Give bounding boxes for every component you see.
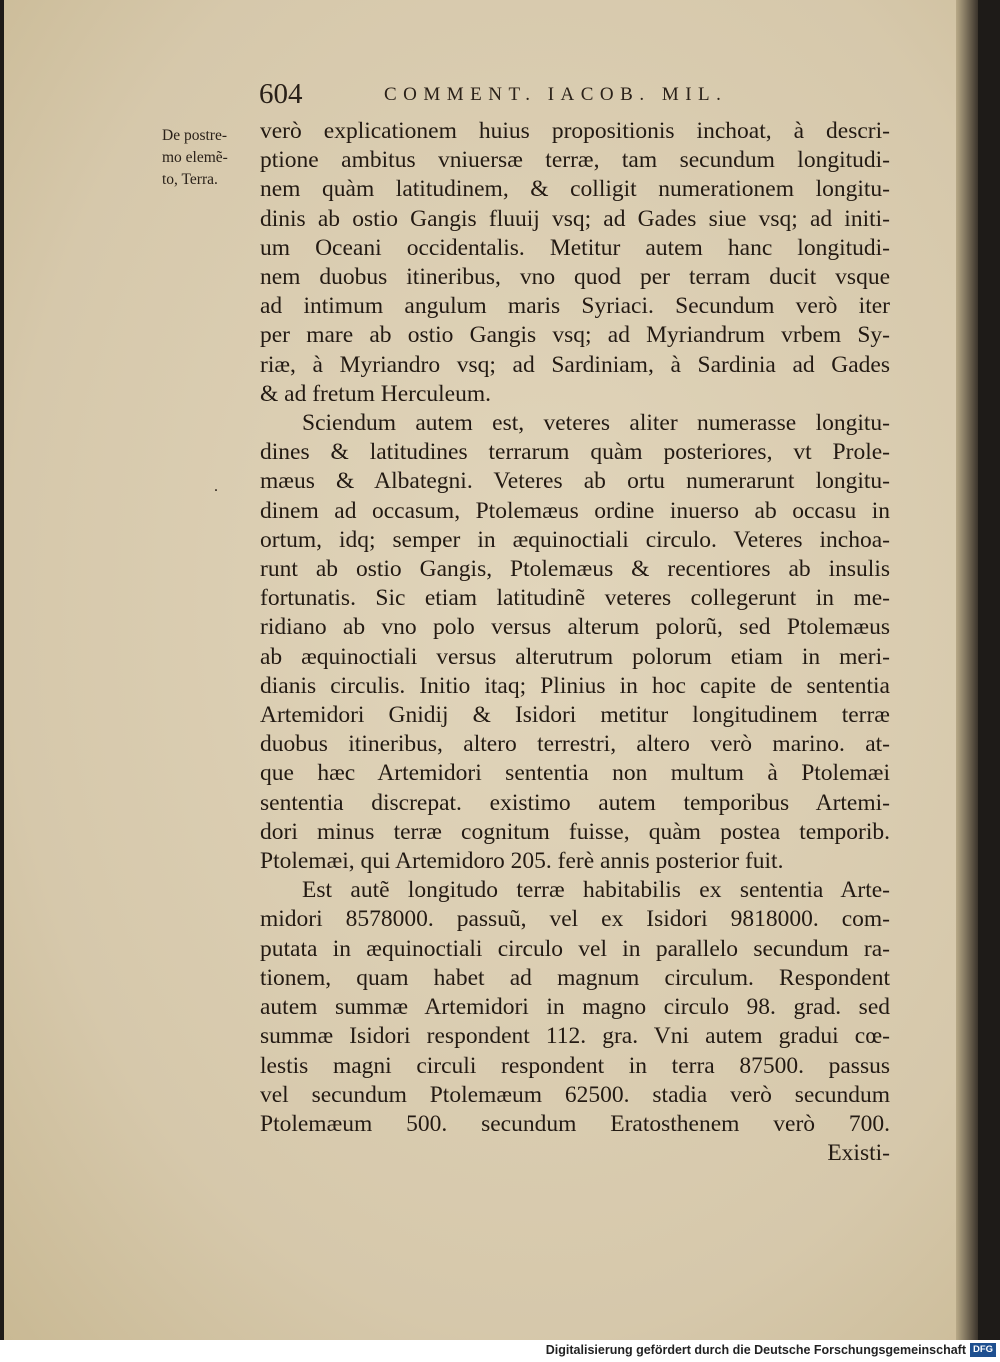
funding-credit: Digitalisierung gefördert durch die Deutsche Forschungsgemeinschaft	[545, 1343, 966, 1357]
text-line: ad intimum angulum maris Syriaci. Secundum verò iter	[260, 293, 890, 320]
text-line: autem summæ Artemidori in magno circulo 98. grad. sed	[260, 994, 890, 1021]
text-line: putata in æquinoctiali circulo vel in parallelo secundum ra-	[260, 935, 890, 962]
text-line: tionem, quam habet ad magnum circulum. Respondent	[260, 964, 890, 991]
digitization-footer	[0, 1340, 1000, 1362]
text-line: nem duobus itineribus, vno quod per terram ducit vsque	[260, 264, 890, 291]
margin-note-line: mo elemẽ-	[162, 149, 228, 166]
catchword: Existi-	[827, 1140, 890, 1167]
text-line: sententia discrepat. existimo autem temporibus Artemi-	[260, 789, 890, 816]
page-gutter	[956, 0, 978, 1340]
text-line: summæ Isidori respondent 112. gra. Vni autem gradui cœ-	[260, 1023, 890, 1050]
text-line: midori 8578000. passuũ, vel ex Isidori 9818000. com-	[260, 906, 890, 933]
text-line: que hæc Artemidori sententia non multum à Ptolemæi	[260, 760, 890, 787]
text-line: runt ab ostio Gangis, Ptolemæus & recentiores ab insulis	[260, 556, 890, 583]
margin-note-line: to, Terra.	[162, 171, 218, 188]
text-line: duobus itineribus, altero terrestri, altero verò marino. at-	[260, 731, 890, 758]
text-line: dines & latitudines terrarum quàm posteriores, vt Prole-	[260, 439, 890, 466]
text-line: ridiano ab vno polo versus alterum polorũ, sed Ptolemæus	[260, 614, 890, 641]
text-line: ab æquinoctiali versus alterutrum polorum etiam in meri-	[260, 643, 890, 670]
page-header	[259, 78, 899, 118]
text-line: per mare ab ostio Gangis vsq; ad Myriandrum vrbem Sy-	[260, 322, 890, 349]
text-line: riæ, à Myriandro vsq; ad Sardiniam, à Sardinia ad Gades	[260, 351, 890, 378]
text-line: Est autẽ longitudo terræ habitabilis ex sententia Arte-	[302, 877, 890, 904]
page-number: 604	[259, 78, 303, 110]
text-line: dori minus terræ cognitum fuisse, quàm postea temporib.	[260, 818, 890, 845]
text-line: Ptolemæum 500. secundum Eratosthenem verò 700.	[260, 1110, 890, 1137]
text-line: vel secundum Ptolemæum 62500. stadia verò secundum	[260, 1081, 890, 1108]
text-line: ptione ambitus vniuersæ terræ, tam secundum longitudi-	[260, 147, 890, 174]
margin-mark: .	[214, 478, 218, 495]
text-line: fortunatis. Sic etiam latitudinẽ veteres collegerunt in me-	[260, 585, 890, 612]
running-head: COMMENT. IACOB. MIL.	[384, 84, 728, 105]
book-page	[4, 0, 978, 1340]
text-line: mæus & Albategni. Veteres ab ortu numerarunt longitu-	[260, 468, 890, 495]
text-line: dinis ab ostio Gangis fluuij vsq; ad Gades siue vsq; ad initi-	[260, 205, 890, 232]
margin-note	[162, 125, 260, 191]
body-text	[260, 117, 890, 1168]
margin-note-line: De postre-	[162, 127, 227, 144]
text-line: Ptolemæi, qui Artemidoro 205. ferè annis posterior fuit.	[260, 848, 784, 875]
text-line: & ad fretum Herculeum.	[260, 380, 491, 407]
text-line: lestis magni circuli respondent in terra 87500. passus	[260, 1052, 890, 1079]
text-line: um Oceani occidentalis. Metitur autem hanc longitudi-	[260, 234, 890, 261]
text-line: dianis circulis. Initio itaq; Plinius in hoc capite de sententia	[260, 672, 890, 699]
text-line: nem quàm latitudinem, & colligit numerationem longitu-	[260, 176, 890, 203]
text-line: Sciendum autem est, veteres aliter numerasse longitu-	[302, 410, 890, 437]
dfg-logo: DFG	[970, 1343, 996, 1357]
text-line: dinem ad occasum, Ptolemæus ordine inuerso ab occasu in	[260, 497, 890, 524]
text-line: Artemidori Gnidij & Isidori metitur longitudinem terræ	[260, 702, 890, 729]
text-line: ortum, idq; semper in æquinoctiali circulo. Veteres inchoa-	[260, 526, 890, 553]
text-line: verò explicationem huius propositionis inchoat, à descri-	[260, 118, 890, 144]
